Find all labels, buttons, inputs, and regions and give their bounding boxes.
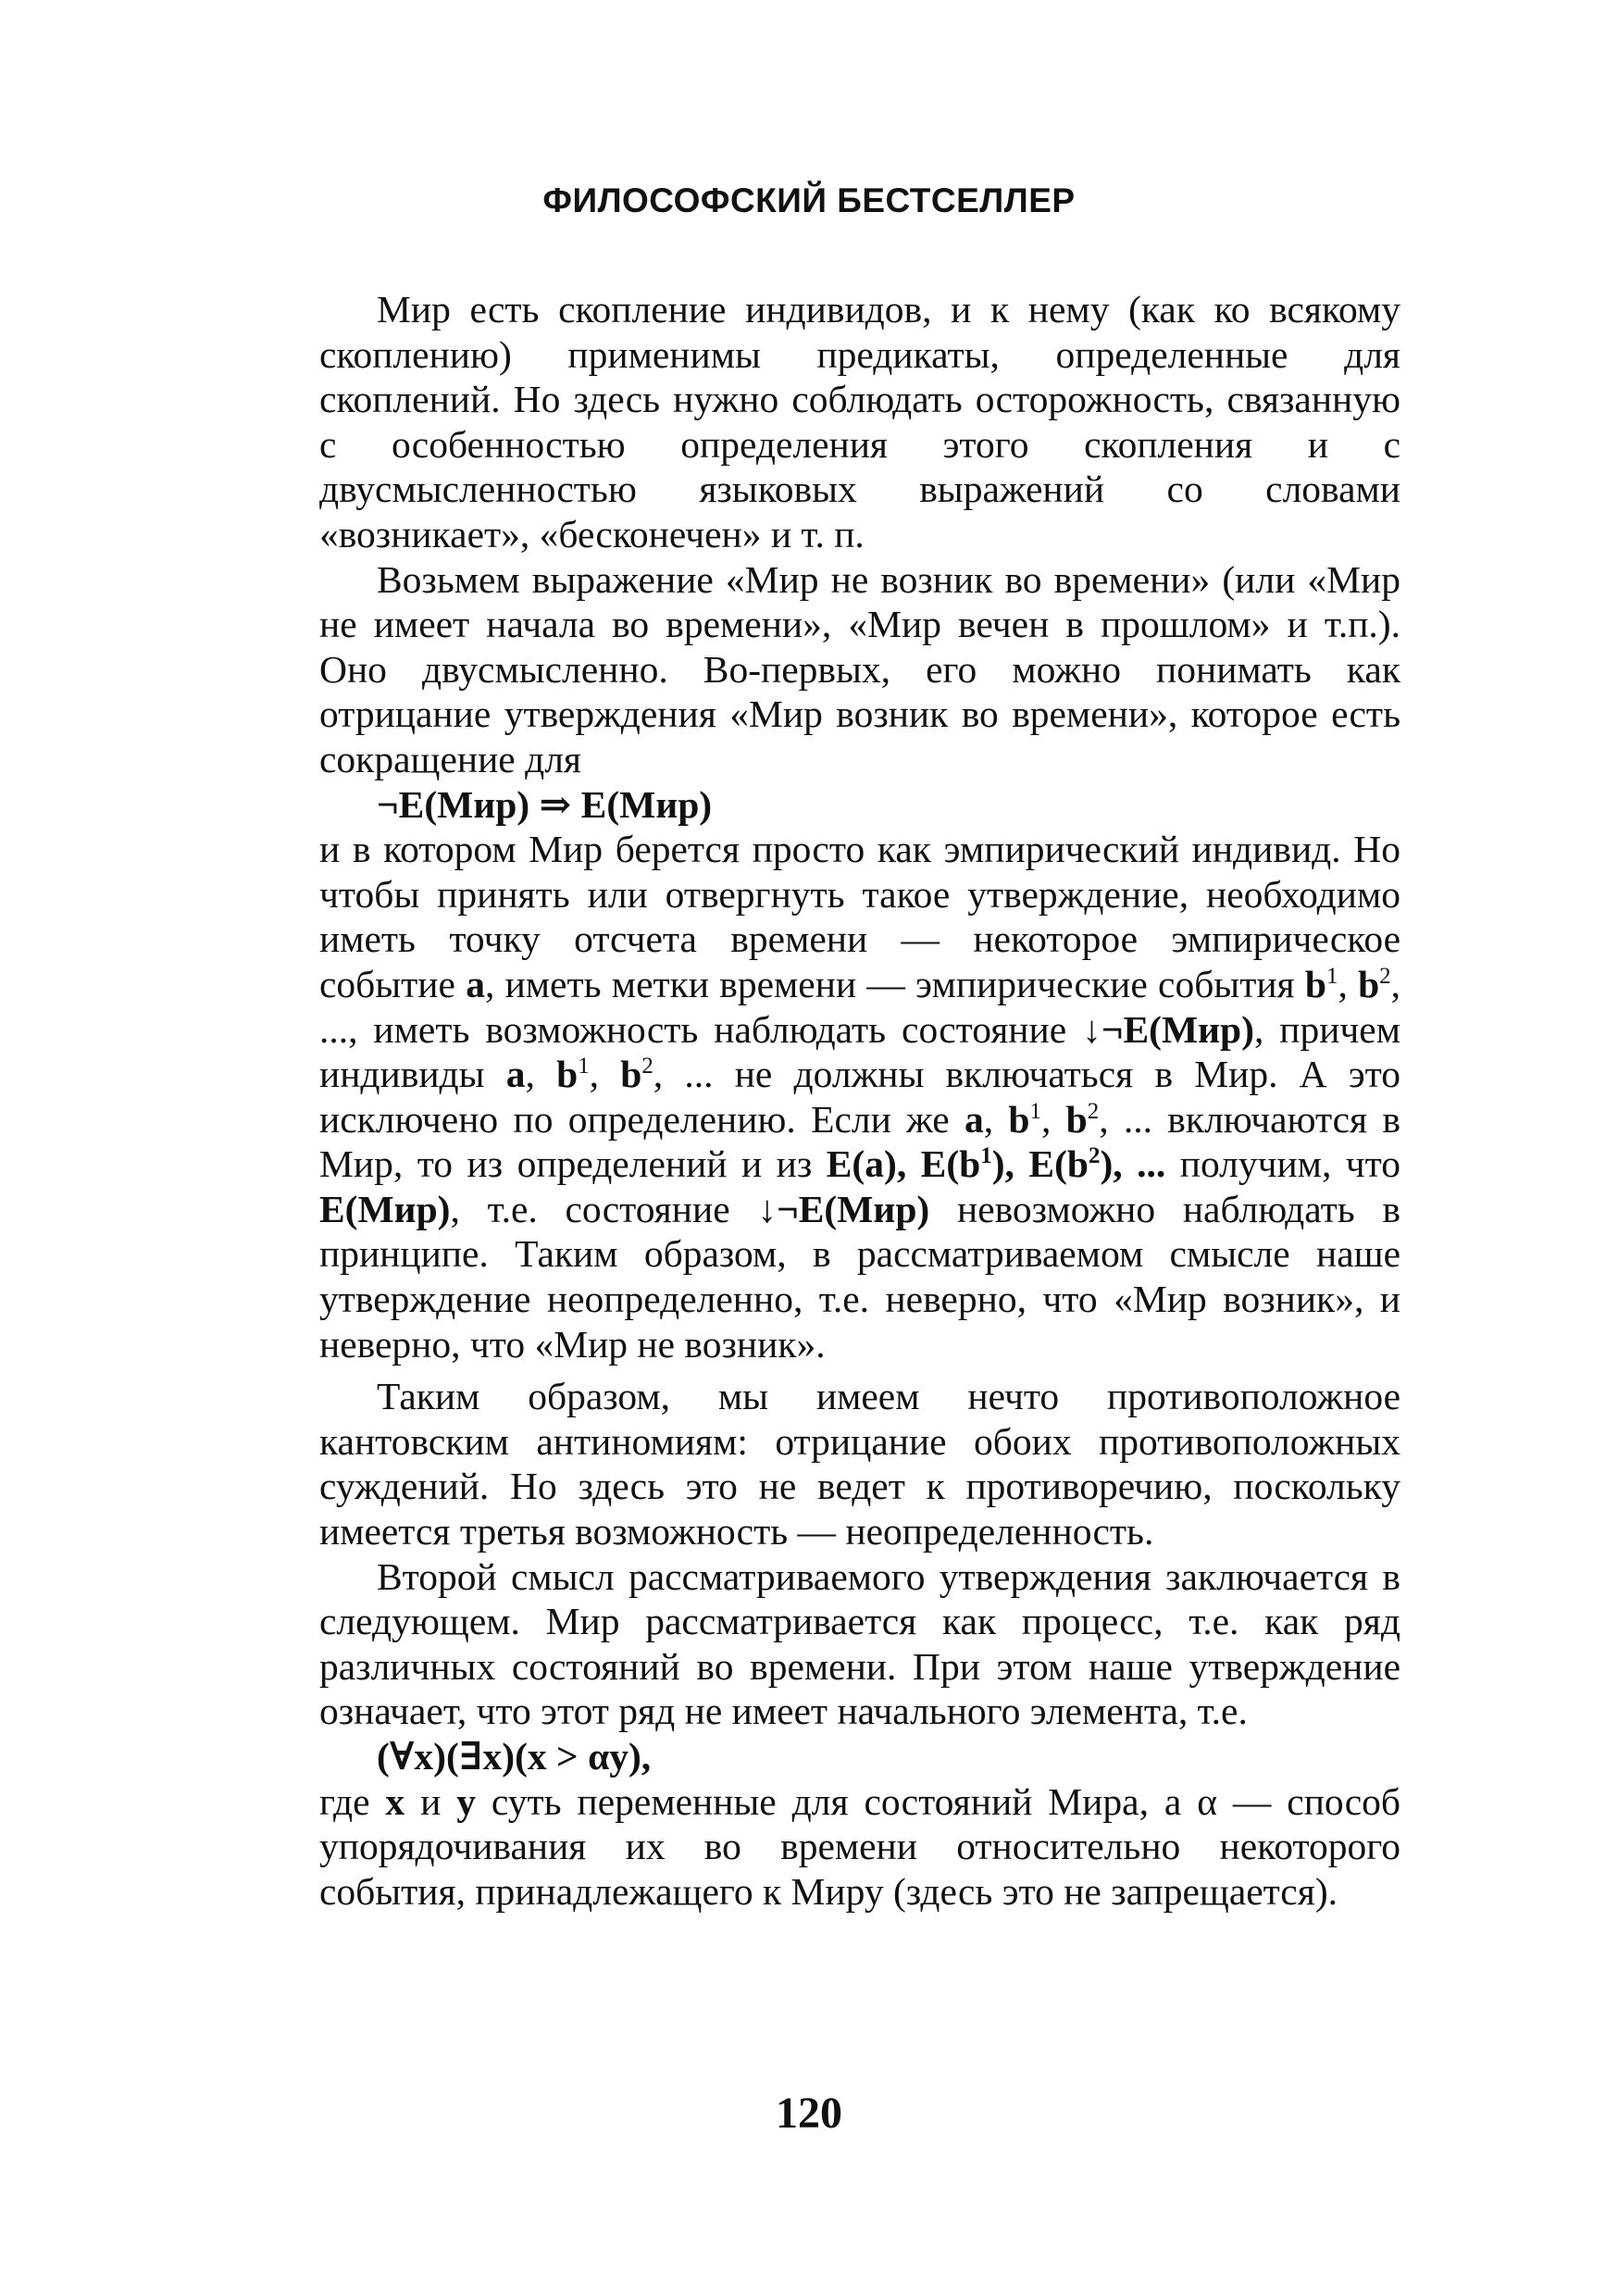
page-body bbox=[319, 287, 1400, 1914]
page-number: 120 bbox=[776, 2089, 842, 2138]
paragraph-2: Возьмем выражение «Мир не возник во времени» (или «Мир не имеет начала во времени», «Мир вечен в прошлом» и т.п.). Оно двусмысленно. Во-первых, его можно понимать как отрицание утверждения «Мир возник во времени», которое есть сокращение для bbox=[319, 557, 1400, 780]
formula-2: (∀x)(∃x)(x > αy), bbox=[377, 1735, 652, 1778]
paragraph-3: и в котором Мир берется просто как эмпирический индивид. Но чтобы принять или отвергнуть такое утверждение, необходимо иметь точку отсчета времени — некоторое эмпирическое событие a, иметь метки времени — эмпирические события $b^1$, $b^2$, ..., иметь возможность наблюдать состояние ↓¬E(Мир), причем индивиды a, $b^1$, $b^2$, ... не должны включаться в Мир. А это исключено по определению. Если же a, $b^1$, $b^2$, ... включаются в Мир, то из определений и из E(a), $E(b^1)$, $E(b^2)$, ... получим, что E(Мир), т.е. состояние ↓¬E(Мир) невозможно наблюдать в принципе. Таким образом, в рассматриваемом смысле наше утверждение неопределенно, т.е. неверно, что «Мир возник», и неверно, что «Мир не возник». bbox=[319, 828, 1401, 1366]
paragraph-1: Мир есть скопление индивидов, и к нему (как ко всякому скоплению) применимы предикаты, определенные для скоплений. Но здесь нужно соблюдать осторожность, связанную с особенностью определения этого скопления и с двусмысленностью языковых выражений со словами «возникает», «бесконечен» и т. п. bbox=[319, 288, 1400, 555]
running-head: ФИЛОСОФСКИЙ БЕСТСЕЛЛЕР bbox=[542, 181, 1076, 219]
paragraph-6: где x и y суть переменные для состояний Мира, а α — способ упорядочивания их во времени относительно некоторого события, принадлежащего к Миру (здесь это не запрещается). bbox=[319, 1779, 1400, 1913]
formula-1: ¬E(Мир) ⇒ E(Мир) bbox=[377, 782, 713, 826]
paragraph-4: Таким образом, мы имеем нечто противоположное кантовским антиномиям: отрицание обоих противоположных суждений. Но здесь это не ведет к противоречию, поскольку имеется третья возможность — неопределенность. bbox=[319, 1375, 1400, 1554]
paragraph-5: Второй смысл рассматриваемого утверждения заключается в следующем. Мир рассматривается как процесс, т.е. как ряд различных состояний во времени. При этом наше утверждение означает, что этот ряд не имеет начального элемента, т.е. bbox=[319, 1554, 1400, 1733]
